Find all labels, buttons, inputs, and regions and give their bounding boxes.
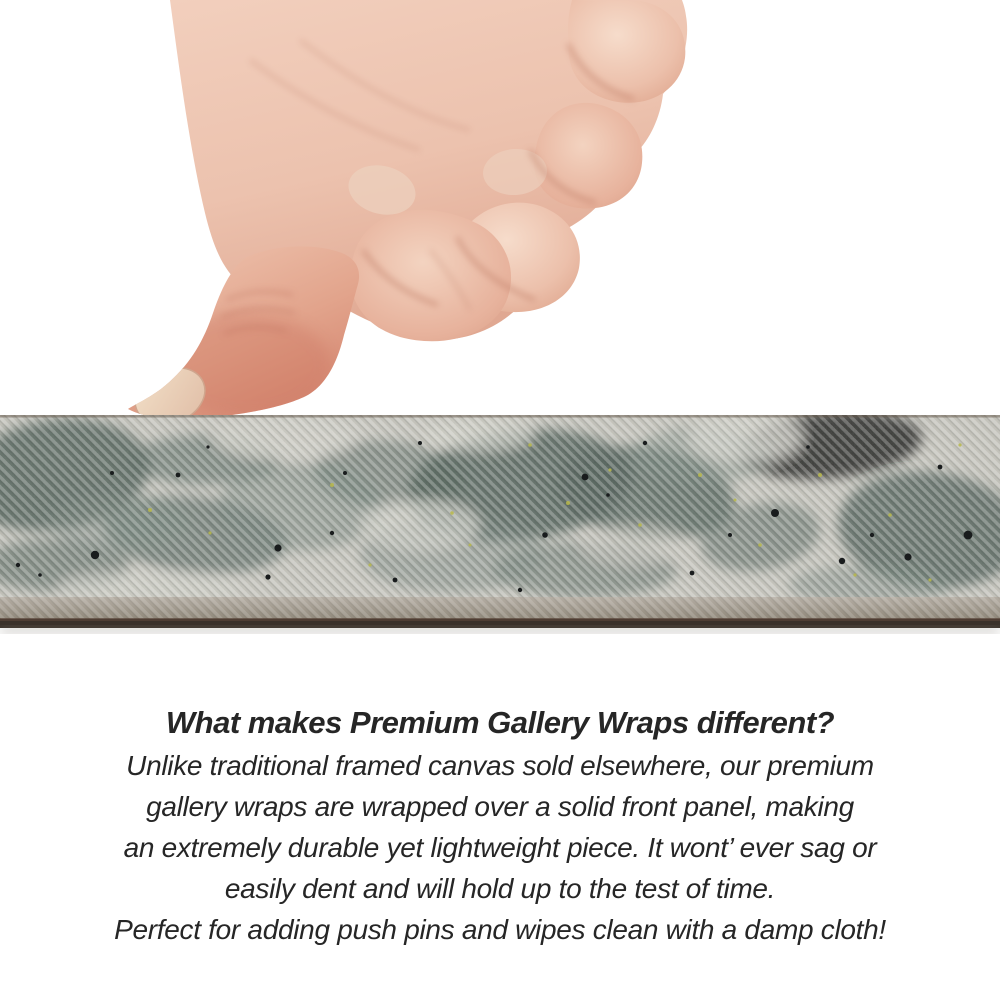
canvas-face [0,415,1000,605]
info-text [0,701,1000,950]
pinky-finger [568,0,685,103]
info-line-1: Unlike traditional framed canvas sold elsewhere, our premium [126,750,874,781]
hand-photo [0,0,1000,415]
ring-finger [534,103,642,209]
info-line-3: an extremely durable yet lightweight piece. It wont’ ever sag or [123,832,877,863]
canvas-strip-photo [0,415,1000,645]
info-line-4: easily dent and will hold up to the test of time. [224,873,776,904]
info-line-5: Perfect for adding push pins and wipes clean with a damp cloth! [114,914,886,945]
canvas-edge [0,597,1000,632]
info-heading: What makes Premium Gallery Wraps different? [165,705,835,740]
info-line-2: gallery wraps are wrapped over a solid front panel, making [146,791,854,822]
